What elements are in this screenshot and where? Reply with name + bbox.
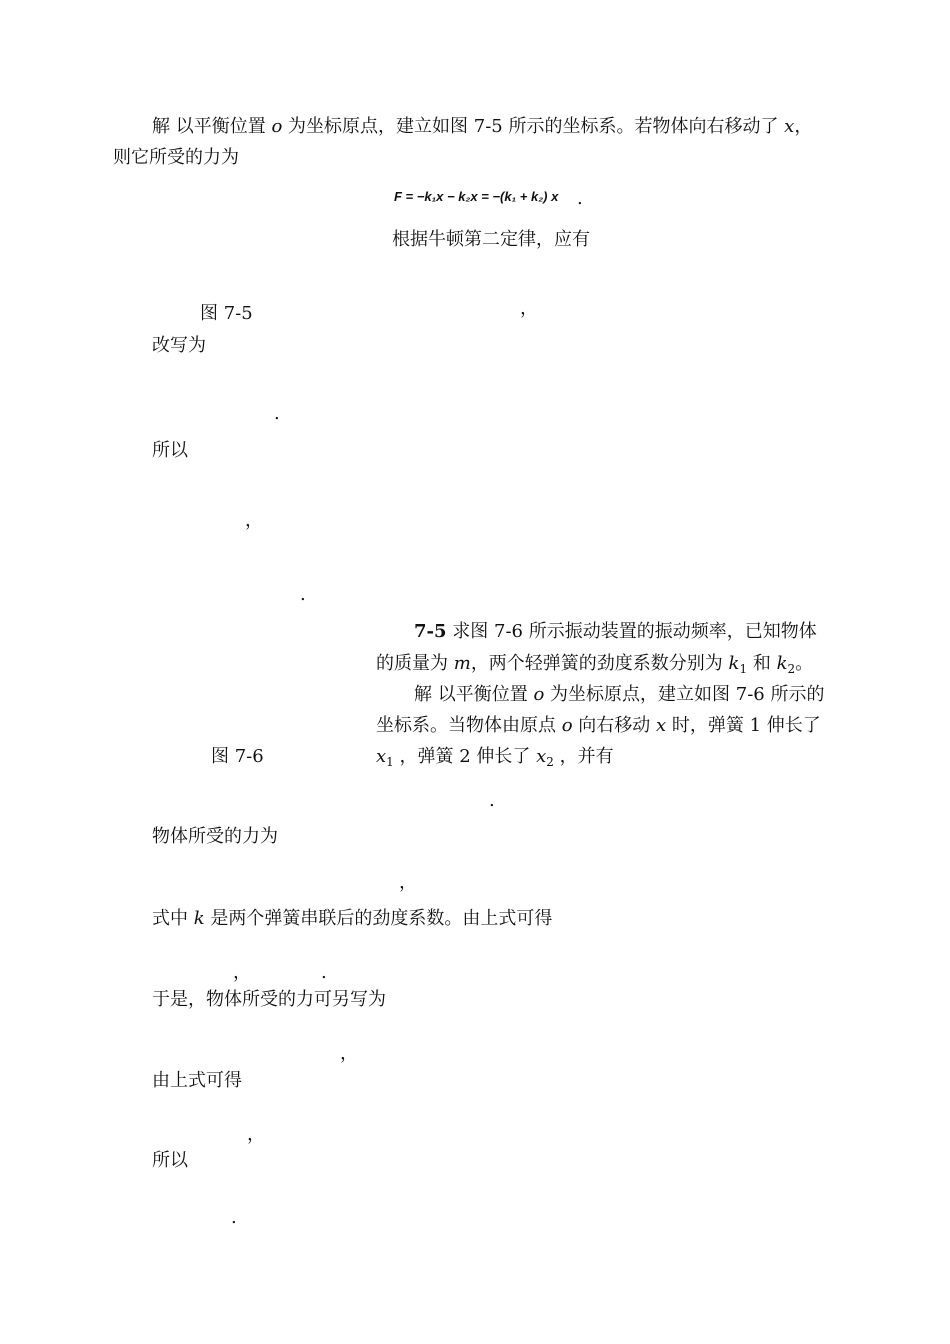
equation-period: . [321,962,327,983]
therefore-label: 所以 [152,440,188,461]
figure-caption-7-6: 图 7-6 [211,746,264,767]
paragraph-line: 则它所受的力为 [113,147,239,168]
equation-period: . [300,584,306,605]
problem-line: 7-5 求图 7-6 所示振动装置的振动频率，已知物体 [414,621,817,642]
equation-period: . [231,1207,237,1228]
from-above-label: 由上式可得 [152,1070,242,1091]
problem-line: 的质量为 m，两个轻弹簧的劲度系数分别为 $k_1$ 和 $k_2$。 [376,653,814,676]
paragraph-line: 解 以平衡位置 o 为坐标原点，建立如图 7-5 所示的坐标系。若物体向右移动了 x， [152,116,813,137]
force-rewrite-label: 于是，物体所受的力可另写为 [152,989,386,1010]
solution-line: 坐标系。当物体由原点 o 向右移动 x 时，弹簧 1 伸长了 [376,715,821,736]
equation-comma: ， [247,1124,265,1145]
equation-force: F = −k₁x − k₂x = −(k₁ + k₂) x [394,189,559,204]
equation-period: . [274,403,280,424]
figure-caption-7-5: 图 7-5 [200,303,253,324]
equation-comma: ， [520,298,538,319]
series-constant-text: 式中 k 是两个弹簧串联后的劲度系数。由上式可得 [152,908,553,929]
problem-number: 7-5 [414,621,447,642]
equation-comma: ， [340,1043,358,1064]
rewrite-label: 改写为 [152,335,206,356]
solution-line: $x_1$ ，弹簧 2 伸长了 $x_2$ ，并有 [376,746,614,769]
equation-comma: ， [245,510,263,531]
equation-period: . [577,188,583,209]
therefore-label: 所以 [152,1150,188,1171]
equation-period: . [489,790,495,811]
newton-law-text: 根据牛顿第二定律，应有 [392,229,590,250]
equation-comma: ， [233,962,251,983]
force-label: 物体所受的力为 [152,826,278,847]
solution-line: 解 以平衡位置 o 为坐标原点，建立如图 7-6 所示的 [414,684,825,705]
equation-comma: ， [399,872,417,893]
